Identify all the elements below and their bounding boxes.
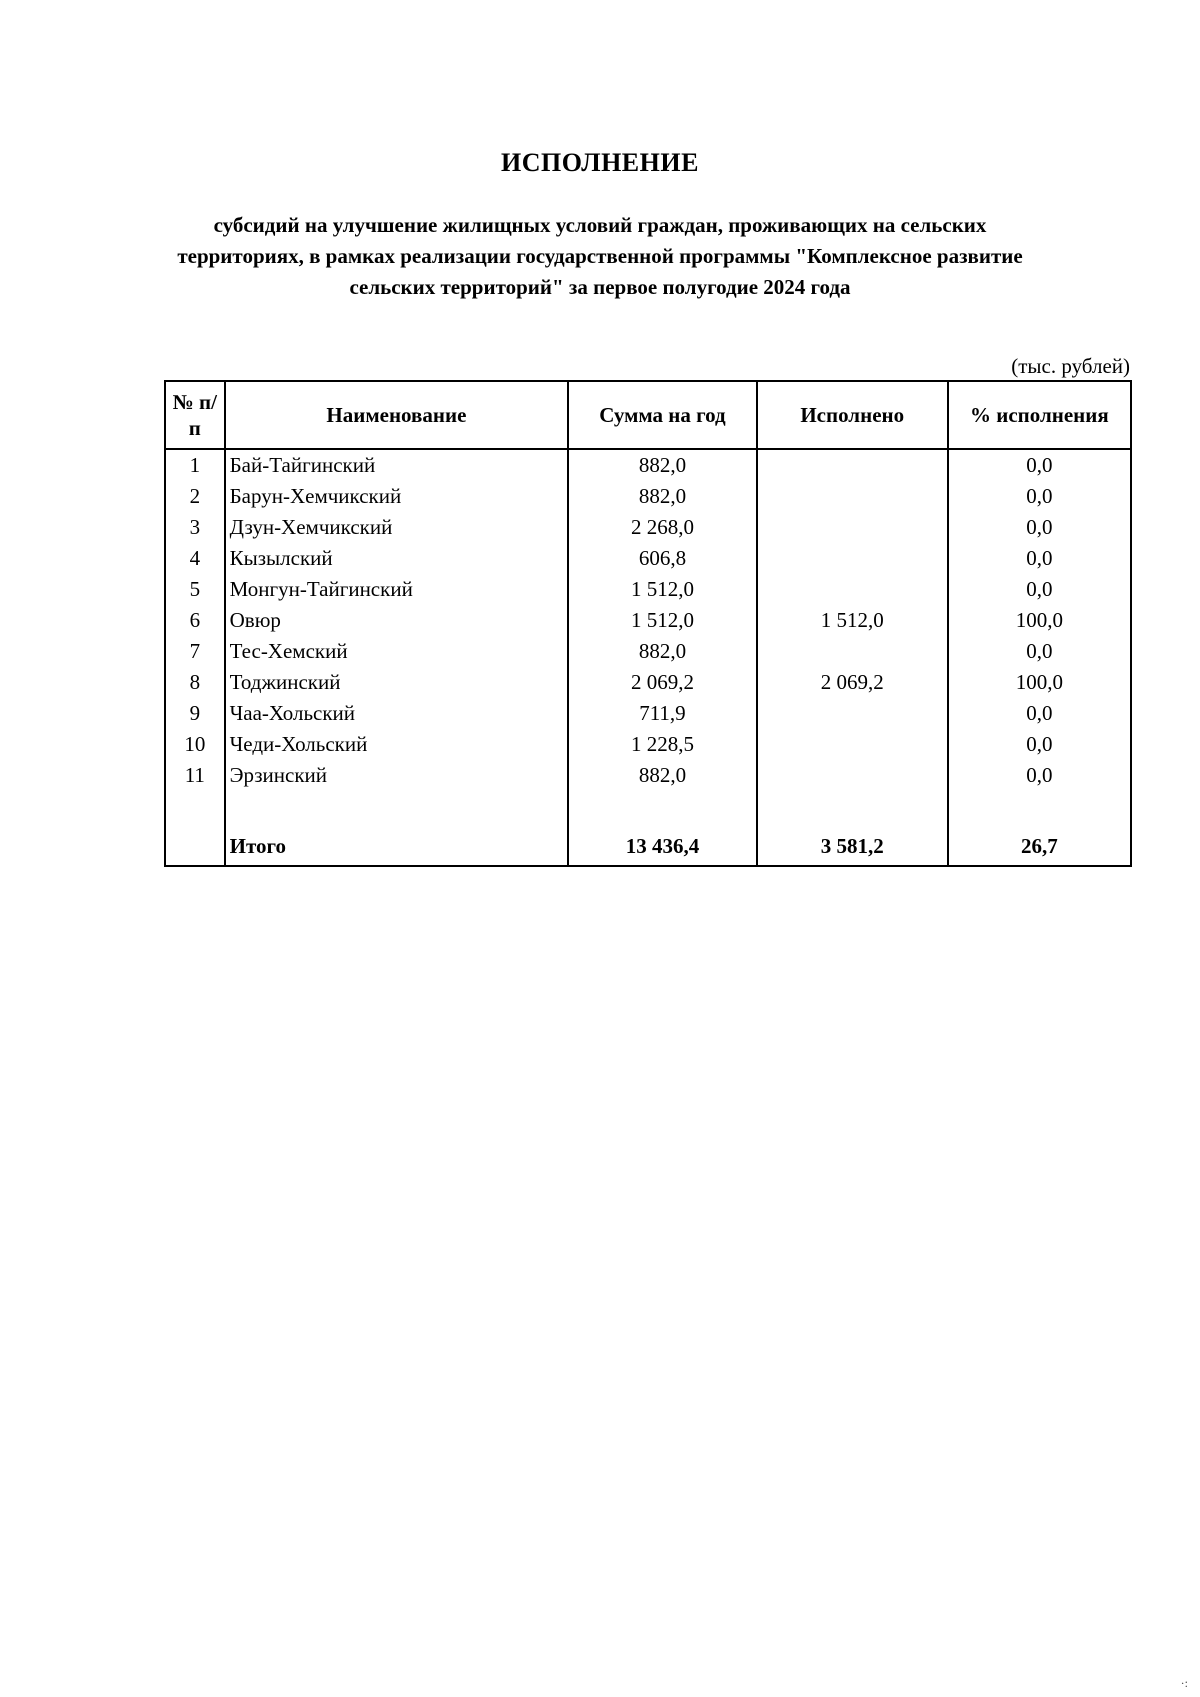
header-name: Наименование — [225, 381, 569, 449]
table-total-row — [165, 827, 1131, 866]
cell-pct: 0,0 — [948, 481, 1131, 512]
cell-sum: 1 512,0 — [568, 605, 757, 636]
cell-name: Дзун-Хемчикский — [225, 512, 569, 543]
cell-pct: 0,0 — [948, 636, 1131, 667]
table-row — [165, 698, 1131, 729]
cell-num: 1 — [165, 449, 225, 481]
header-pct: % исполнения — [948, 381, 1131, 449]
cell-name: Монгун-Тайгинский — [225, 574, 569, 605]
total-label: Итого — [225, 827, 569, 866]
cell-num: 5 — [165, 574, 225, 605]
cell-done — [757, 481, 948, 512]
cell-sum: 882,0 — [568, 481, 757, 512]
cell-name: Тоджинский — [225, 667, 569, 698]
spacer-cell — [568, 791, 757, 827]
document-subtitle: субсидий на улучшение жилищных условий граждан, проживающих на сельских территориях, в рамках реализации государственной программы "Комплексное развитие сельских территорий" за первое полугодие 2024 года — [177, 213, 1023, 299]
cell-name: Тес-Хемский — [225, 636, 569, 667]
spacer-cell — [165, 791, 225, 827]
units-label: (тыс. рублей) — [1011, 354, 1130, 378]
cell-pct: 0,0 — [948, 574, 1131, 605]
total-sum: 13 436,4 — [568, 827, 757, 866]
cell-pct: 0,0 — [948, 698, 1131, 729]
cell-num: 6 — [165, 605, 225, 636]
cell-done: 1 512,0 — [757, 605, 948, 636]
cell-sum: 1 512,0 — [568, 574, 757, 605]
table-row — [165, 449, 1131, 481]
cell-pct: 100,0 — [948, 605, 1131, 636]
cell-num: 11 — [165, 760, 225, 791]
header-num: № п/п — [165, 381, 225, 449]
cell-pct: 0,0 — [948, 543, 1131, 574]
cell-done — [757, 760, 948, 791]
cell-sum: 606,8 — [568, 543, 757, 574]
cell-name: Чеди-Хольский — [225, 729, 569, 760]
cell-done — [757, 574, 948, 605]
cell-name: Барун-Хемчикский — [225, 481, 569, 512]
cell-name: Кызылский — [225, 543, 569, 574]
total-done: 3 581,2 — [757, 827, 948, 866]
table-row — [165, 481, 1131, 512]
cell-num: 4 — [165, 543, 225, 574]
scan-corner-mark: ·: — [1180, 1676, 1188, 1690]
cell-done — [757, 636, 948, 667]
table-row — [165, 574, 1131, 605]
cell-sum: 2 069,2 — [568, 667, 757, 698]
cell-name: Бай-Тайгинский — [225, 449, 569, 481]
cell-num: 2 — [165, 481, 225, 512]
cell-num: 7 — [165, 636, 225, 667]
cell-done — [757, 729, 948, 760]
cell-pct: 0,0 — [948, 512, 1131, 543]
table-row — [165, 605, 1131, 636]
page-title: ИСПОЛНЕНИЕ — [501, 148, 699, 177]
cell-done — [757, 543, 948, 574]
cell-sum: 882,0 — [568, 760, 757, 791]
cell-sum: 882,0 — [568, 449, 757, 481]
cell-num: 8 — [165, 667, 225, 698]
cell-done: 2 069,2 — [757, 667, 948, 698]
total-pct: 26,7 — [948, 827, 1131, 866]
table-body — [165, 449, 1131, 866]
spacer-cell — [757, 791, 948, 827]
cell-name: Эрзинский — [225, 760, 569, 791]
cell-name: Чаа-Хольский — [225, 698, 569, 729]
table-row — [165, 543, 1131, 574]
table-row — [165, 636, 1131, 667]
cell-pct: 0,0 — [948, 729, 1131, 760]
table-spacer-row — [165, 791, 1131, 827]
cell-sum: 711,9 — [568, 698, 757, 729]
cell-done — [757, 512, 948, 543]
table-header-row — [165, 381, 1131, 449]
table-row — [165, 667, 1131, 698]
cell-sum: 882,0 — [568, 636, 757, 667]
table-row — [165, 729, 1131, 760]
cell-pct: 0,0 — [948, 449, 1131, 481]
cell-name: Овюр — [225, 605, 569, 636]
cell-done — [757, 449, 948, 481]
header-done: Исполнено — [757, 381, 948, 449]
cell-sum: 1 228,5 — [568, 729, 757, 760]
table-row — [165, 760, 1131, 791]
cell-sum: 2 268,0 — [568, 512, 757, 543]
header-sum: Сумма на год — [568, 381, 757, 449]
total-num — [165, 827, 225, 866]
execution-table — [164, 380, 1132, 867]
cell-pct: 0,0 — [948, 760, 1131, 791]
spacer-cell — [948, 791, 1131, 827]
spacer-cell — [225, 791, 569, 827]
cell-done — [757, 698, 948, 729]
cell-num: 3 — [165, 512, 225, 543]
cell-num: 9 — [165, 698, 225, 729]
cell-num: 10 — [165, 729, 225, 760]
cell-pct: 100,0 — [948, 667, 1131, 698]
table-row — [165, 512, 1131, 543]
